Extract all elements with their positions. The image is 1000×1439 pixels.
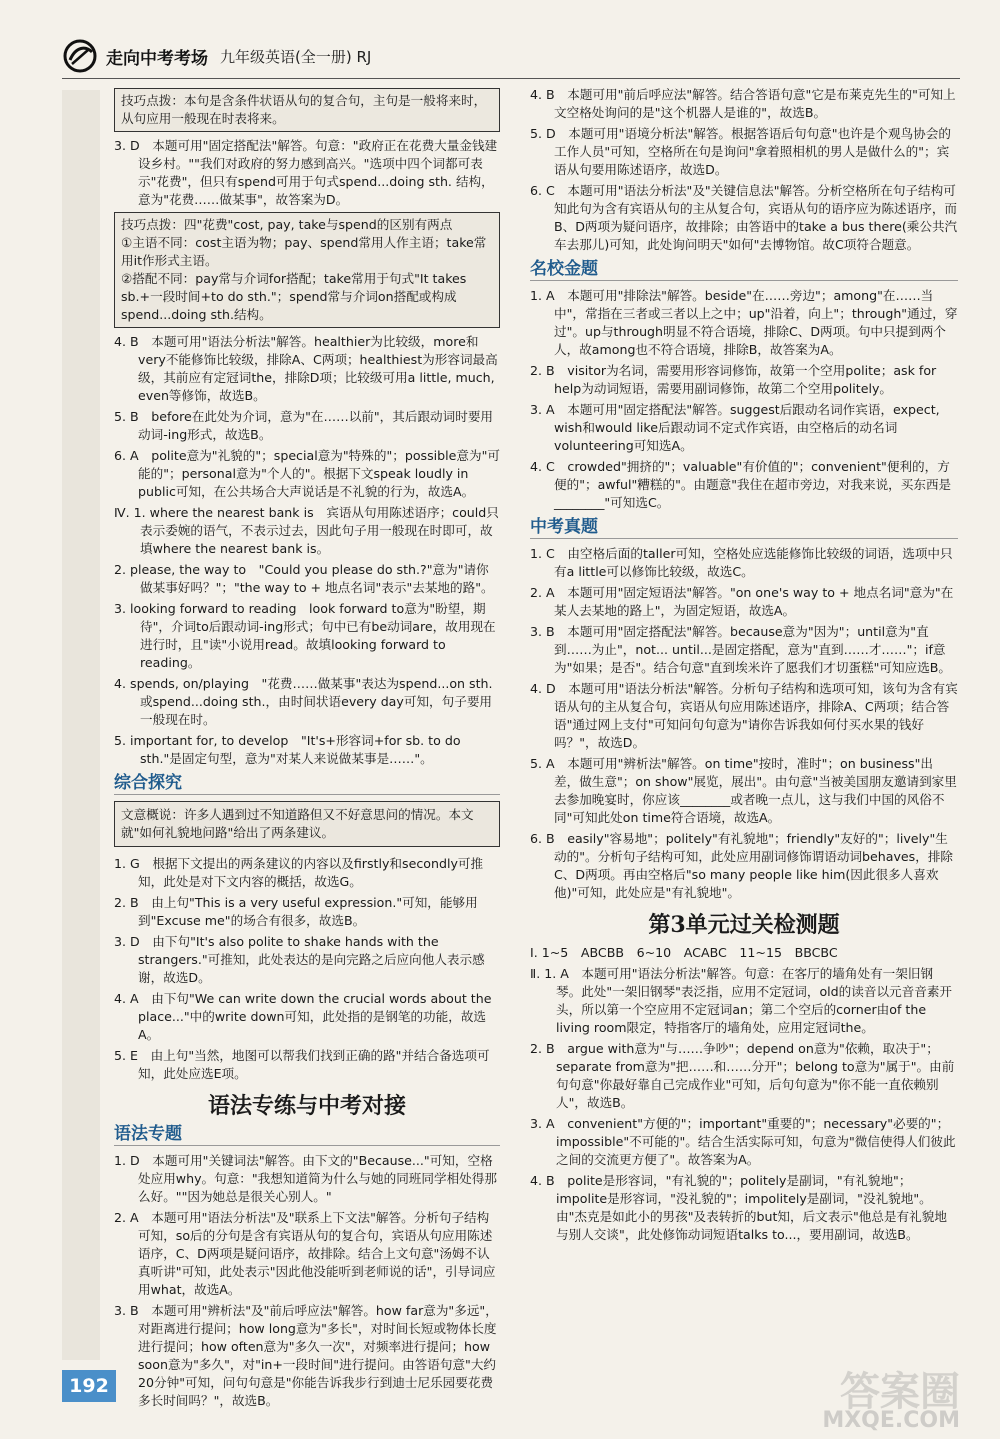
answer-item: 2. B visitor为名词，需要用形容词修饰，故第一个空用polite；ask for help为动词短语，需要用副词修饰，故第二个空用politely。 [530,363,937,396]
section-heading: 名校金题 [530,260,958,281]
answer-item: 1. G 根据下文提出的两条建议的内容以及firstly和secondly可推知，此处是对下文内容的概括，故选G。 [114,856,484,889]
answer-item: 1. D 本题可用"关键词法"解答。由下文的"Because..."可知，空格处应用why。句意："我想知道简为什么与她的同班同学相处得那么好。""因为她总是很关心别人。" [114,1153,497,1204]
chapter-title: 语法专练与中考对接 [207,1093,406,1119]
tip-box: 技巧点拨：本句是含条件状语从句的复合句，主句是一般将来时，从句应用一般现在时表将来。 [114,88,500,132]
logo-icon [62,38,98,74]
section-heading: 综合探究 [114,774,500,795]
answer-item: 6. A polite意为"礼貌的"；special意为"特殊的"；possible意为"可能的"；personal意为"个人的"。根据下文speak loudly in public可知，在公共场合大声说话是不礼貌的行为，故选A。 [114,448,500,499]
answer-item: 2. please, the way to "Could you please do sth.?"意为"请你做某事好吗？"；"the way to + 地点名词"表示"去某地的路"。 [114,562,494,595]
answer-item: 3. looking forward to reading look forward to意为"盼望，期待"，介词to后跟动词-ing形式；句中已有be动词are，故用现在进行时，且"读"小说用read。故填looking forward to reading。 [114,601,496,670]
answer-item: 2. A 本题可用"固定短语法"解答。"on one's way to + 地点名词"意为"在某人去某地的路上"，为固定短语，故选A。 [530,585,954,618]
answer-item: Ⅰ. 1~5 ABCBB 6~10 ACABC 11~15 BBCBC [530,945,838,960]
answer-item: 1. A 本题可用"排除法"解答。beside"在……旁边"；among"在……当中"，常指在三者或三者以上之中；up"沿着，向上"；through"通过，穿过"。up与through明显不符合语境，排除C、D两项。句中只提到两个人，故among也不符合语境，排除B，故答案为A。 [530,288,958,357]
answer-item: 5. important for, to develop "It's+形容词+for sb. to do sth."是固定句型，意为"对某人来说做某事是……"。 [114,733,461,766]
left-column [114,86,500,1413]
page-number: 192 [62,1370,116,1402]
answer-item: 5. A 本题可用"辨析法"解答。on time"按时，准时"；on business"出差，做生意"；on show"展览，展出"。由句意"当被美国朋友邀请到家里去参加晚宴时，你应该________或者晚一点儿，这与我们中国的风俗不同"可知此处on time符合语境，故选A。 [530,756,957,825]
book-subtitle: 九年级英语(全一册) RJ [220,47,372,66]
answer-item: 2. B 由上句"This is a very useful expression."可知，能够用到"Excuse me"的场合有很多，故选B。 [114,895,478,928]
answer-item: 2. A 本题可用"语法分析法"及"联系上下文法"解答。分析句子结构可知，so后的分句是含有宾语从句的复合句，宾语从句应用陈述语序，C、D两项是疑问语序，故排除。结合上文句意"汤姆不认真听讲"可知，此处表示"因此他没能听到老师说的话"，引导词应用what，故选A。 [114,1210,496,1297]
tip-box: 技巧点拨：四"花费"cost, pay, take与spend的区别有两点 ①主语不同：cost主语为物；pay、spend常用人作主语；take常用it作形式主语。 ②搭配不同：pay常与介词for搭配；take常用于句式"It takes sb.+一段时间+to do sth."；spend常与介词on搭配或构成spend...doing sth.结构。 [114,212,500,328]
answer-item: 4. A 由下句"We can write down the crucial words about the place..."中的write down可知，此处指的是钢笔的功能，故选A。 [114,991,492,1042]
answer-item: 3. A convenient"方便的"；important"重要的"；necessary"必要的"；impossible"不可能的"。结合生活实际可知，句意为"微信使得人们彼此之间的交流更方便了"。故答案为A。 [530,1116,956,1167]
answer-item: 4. spends, on/playing "花费……做某事"表达为spend...on sth.或spend...doing sth.，由时间状语every day可知，句子要用一般现在时。 [114,676,493,727]
page-header [62,36,371,76]
answer-item: 3. A 本题可用"固定搭配法"解答。suggest后跟动名词作宾语，expect, wish和would like后跟动词不定式作宾语，由空格后的动名词volunteering可知选A。 [530,402,940,453]
answer-item: 3. B 本题可用"固定搭配法"解答。because意为"因为"；until意为"直到……为止"，not... until...是固定搭配，意为"直到……才……"；if意为"如果；是否"。结合句意"直到埃米许了愿我们才切蛋糕"可知应选B。 [530,624,952,675]
section-heading: 语法专题 [114,1125,500,1146]
summary-box: 文意概说：许多人遇到过不知道路但又不好意思问的情况。本文就"如何礼貌地问路"给出了两条建议。 [114,801,500,847]
answer-item: 3. D 本题可用"固定搭配法"解答。句意："政府正在花费大量金钱建设乡村。""我们对政府的努力感到高兴。"选项中四个词都可表示"花费"，但只有spend可用于句式spend...doing sth. 结构，意为"花费……做某事"，故答案为D。 [114,138,498,207]
answer-item: 5. B before在此处为介词，意为"在……以前"，其后跟动词时要用动词-ing形式，故选B。 [114,409,494,442]
answer-item: 4. B 本题可用"前后呼应法"解答。结合答语句意"它是布莱克先生的"可知上文空格处询问的是"这个机器人是谁的"，故选B。 [530,87,956,120]
left-margin-strip [62,90,100,1360]
header-divider [62,78,960,79]
section-heading: 中考真题 [530,518,958,539]
answer-item: 4. B polite是形容词，"有礼貌的"；politely是副词，"有礼貌地"；impolite是形容词，"没礼貌的"；impolitely是副词，"没礼貌地"。由"杰克是如此小的男孩"及表转折的but知，后文表示"他总是有礼貌地与别人交谈"，此处修饰动词短语talks to...，要用副词，故选B。 [530,1173,947,1242]
answer-item: 5. E 由上句"当然，地图可以帮我们找到正确的路"并结合备选项可知，此处应选E项。 [114,1048,490,1081]
answer-item: 5. D 本题可用"语境分析法"解答。根据答语后句句意"也许是个观鸟协会的工作人员"可知，空格所在句是询问"拿着照相机的男人是做什么的"；宾语从句要用陈述语序，故选D。 [530,126,951,177]
answer-item: 4. C crowded"拥挤的"；valuable"有价值的"；convenient"便利的，方便的"；awful"糟糕的"。由题意"我住在超市旁边，对我来说，买东西是________"可知选C。 [530,459,952,510]
answer-item: 4. D 本题可用"语法分析法"解答。分析句子结构和选项可知，该句为含有宾语从句的主从复合句，宾语从句应用陈述语序，排除A、C两项；结合答语"通过网上支付"可知问句句意为"请你告诉我如何付买水果的钱好吗？"，故选D。 [530,681,958,750]
answer-item: 2. B argue with意为"与……争吵"；depend on意为"依赖，取决于"；separate from意为"把……和……分开"；belong to意为"属于"。由前句句意"你最好靠自己完成作业"可知，后句句意为"你不能一直依赖别人"，故选B。 [530,1041,955,1110]
chapter-title: 第3单元过关检测题 [648,912,840,938]
answer-item: 6. B easily"容易地"；politely"有礼貌地"；friendly"友好的"；lively"生动的"。分析句子结构可知，此处应用副词修饰谓语动词behaves，排除C、D两项。再由空格后"so many people like him(因此很多人喜欢他)"可知，此处应是"有礼貌地"。 [530,831,954,900]
answer-item: 4. B 本题可用"语法分析法"解答。healthier为比较级，more和very不能修饰比较级，排除A、C两项；healthiest为形容词最高级，其前应有定冠词the，排除D项；比较级可用a little, much, even等修饰，故选B。 [114,334,498,403]
watermark-logo: 答案圈 [840,1368,960,1415]
brand-title: 走向中考考场 [106,48,208,69]
watermark-url: MXQE.COM [822,1408,960,1433]
answer-item: 6. C 本题可用"语法分析法"及"关键信息法"解答。分析空格所在句子结构可知此句为含有宾语从句的主从复合句，宾语从句的语序应为陈述语序，而B、D两项为疑问语序，故排除；由答语中的take a bus there(乘公共汽车去那儿)可知，此处询问明天"如何"去博物馆。故C项符合题意。 [530,183,958,252]
answer-item: 3. D 由下句"It's also polite to shake hands with the strangers."可推知，此处表达的是向完路之后应向他人表示感谢，故选D。 [114,934,485,985]
right-column [530,86,958,1247]
answer-item: Ⅳ. 1. where the nearest bank is 宾语从句用陈述语序；could只表示委婉的语气，不表示过去，因此句子用一般现在时即可，故填where the nearest bank is。 [114,505,499,556]
answer-item: 3. B 本题可用"辨析法"及"前后呼应法"解答。how far意为"多远"，对距离进行提问；how long意为"多长"，对时间长短或物体长度进行提问；how often意为"多久一次"，对频率进行提问；how soon意为"多久"，对"in+一段时间"进行提问。由答语句意"大约20分钟"可知，问句句意是"你能告诉我步行到迪士尼乐园要花费多长时间吗？"，故选B。 [114,1303,498,1408]
answer-item: 1. C 由空格后面的taller可知，空格处应选能修饰比较级的词语，选项中只有a little可以修饰比较级，故选C。 [530,546,953,579]
answer-item: Ⅱ. 1. A 本题可用"语法分析法"解答。句意：在客厅的墙角处有一架旧钢琴。此处"一架旧钢琴"表泛指，应用不定冠词，old的读音以元音音素开头，所以第一个空应用不定冠词an；第二个空后的corner由of the living room限定，特指客厅的墙角处，应用定冠词the。 [530,966,953,1035]
